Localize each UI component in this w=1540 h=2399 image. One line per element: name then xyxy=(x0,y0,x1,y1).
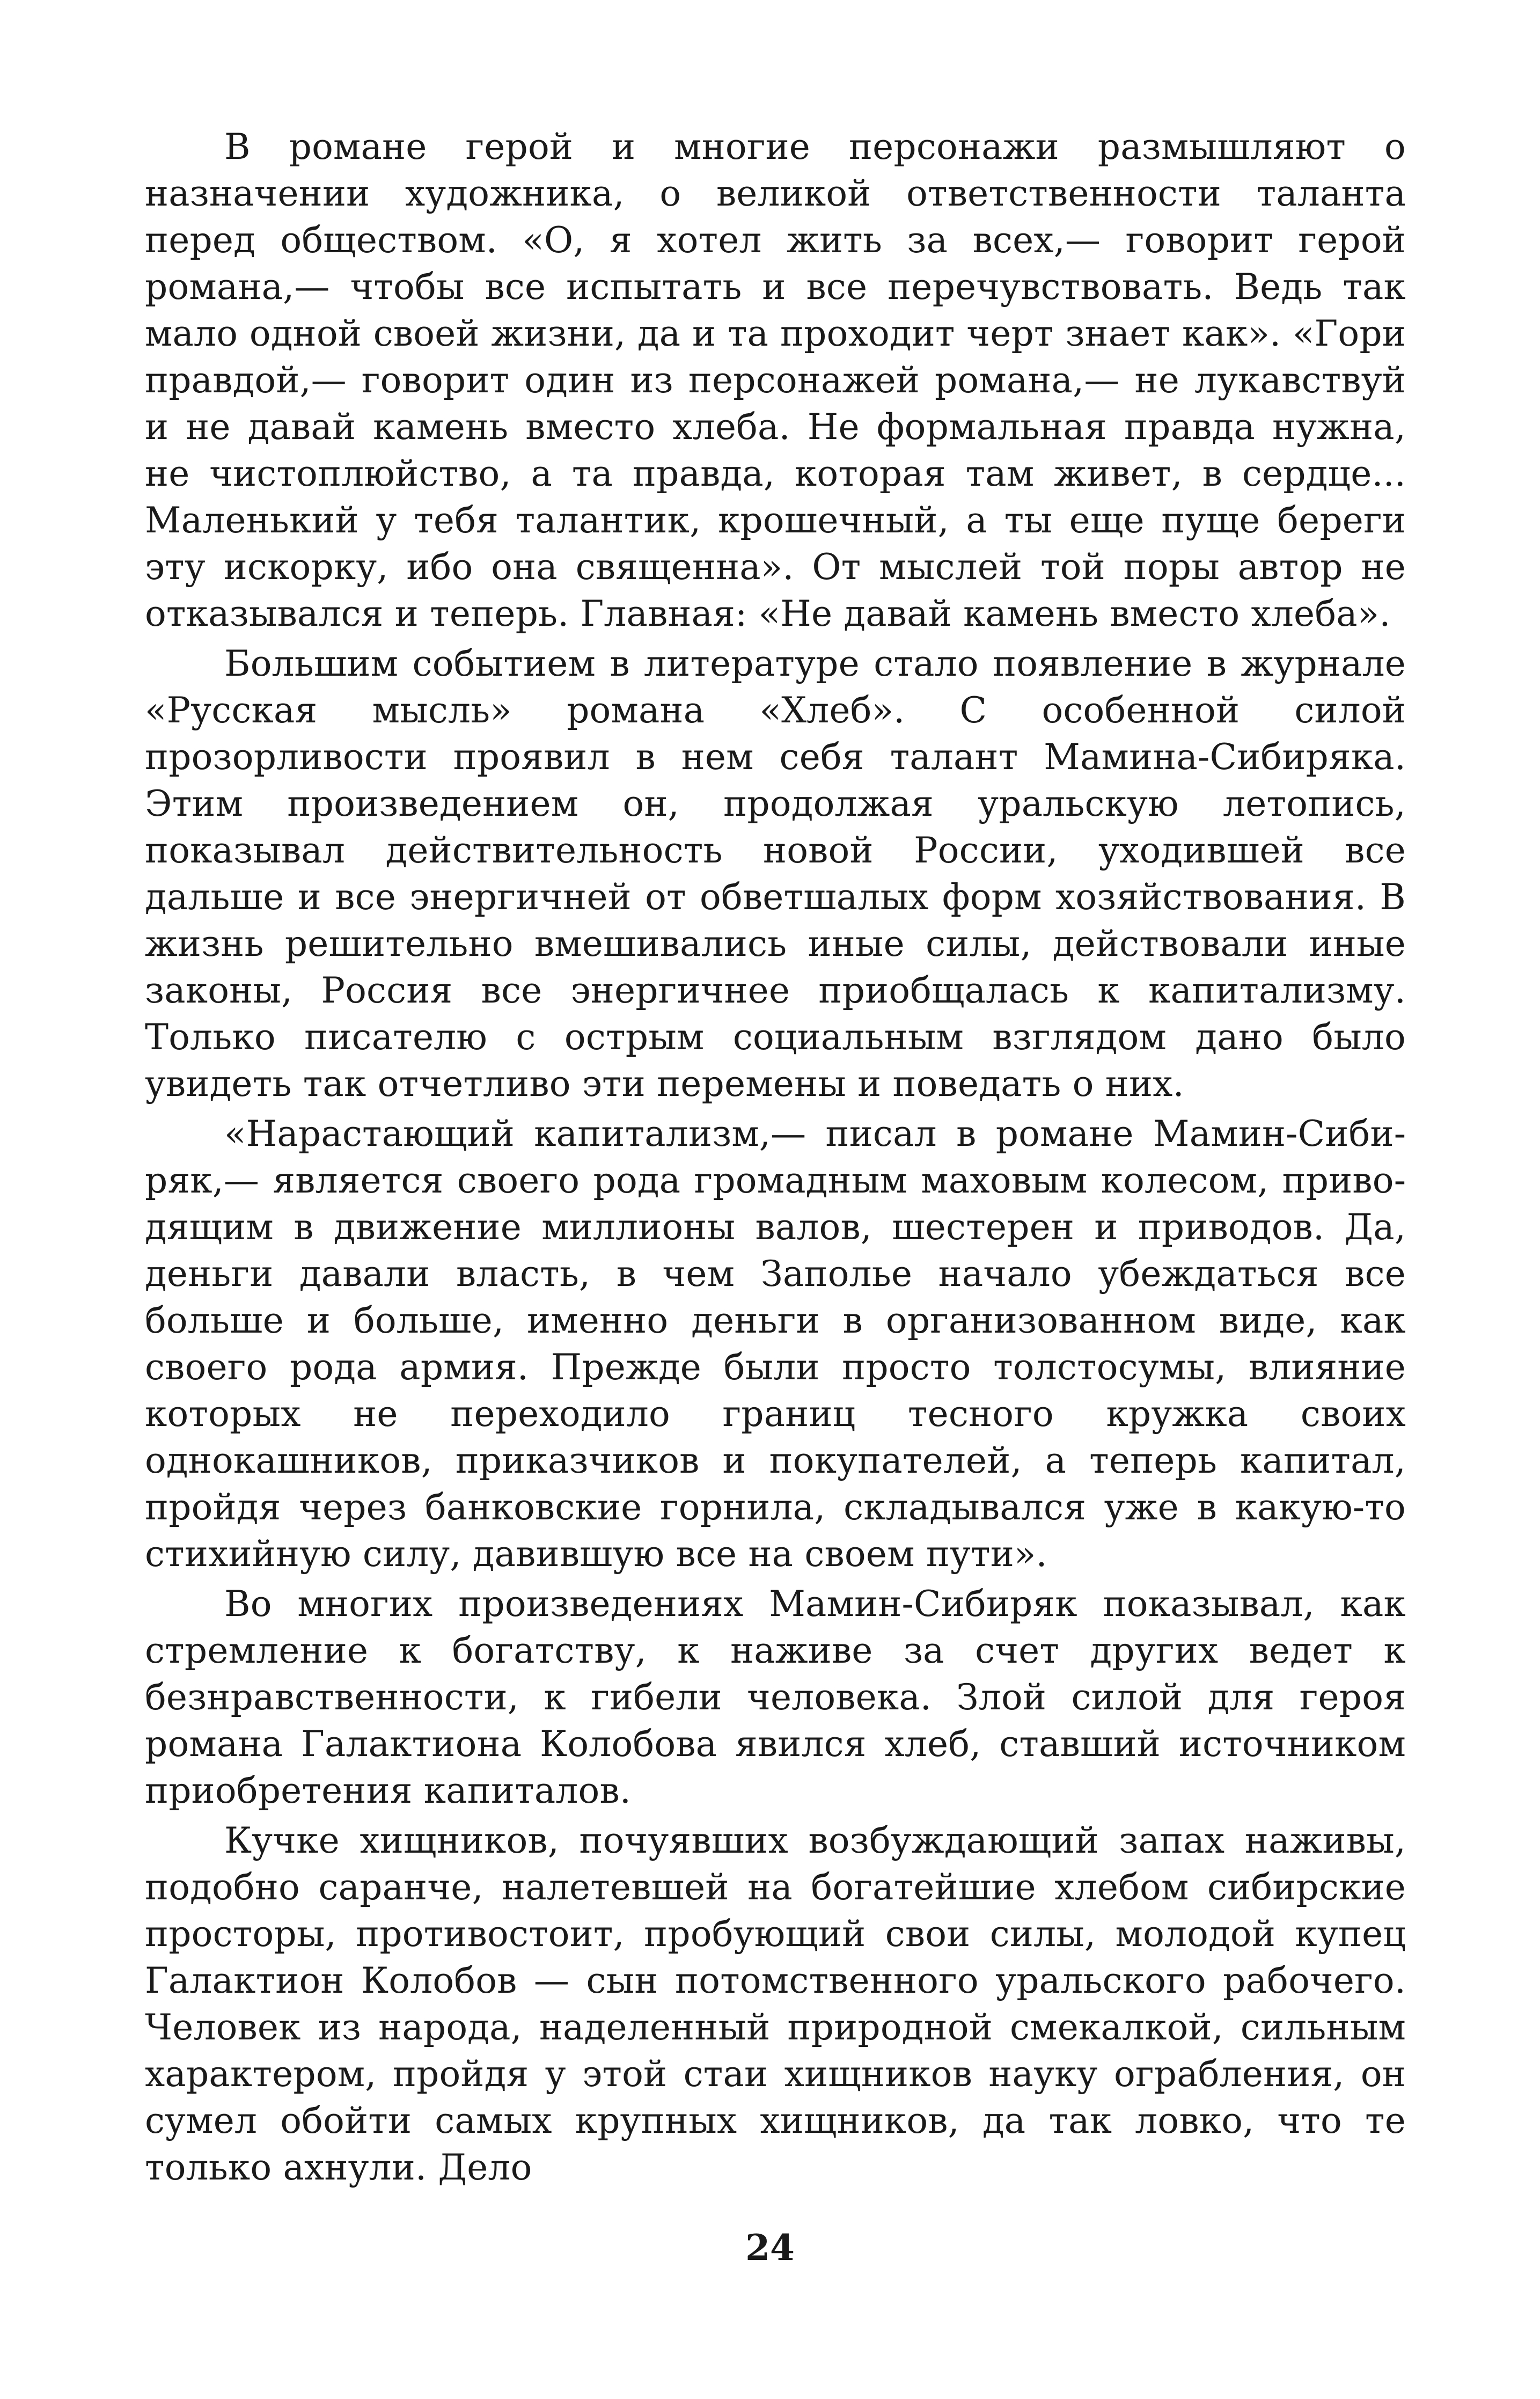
paragraph-5: Кучке хищников, почуявших возбуждающий запах наживы, подобно саранче, налетевшей на богатейшие хлебом сибирские просторы, противостоит, пробующий свои силы, молодой купец Галактион Колобов — сын потомственного уральского рабочего. Человек из народа, наделенный природной смекалкой, сильным характером, пройдя у этой стаи хищников науку ограбления, он сумел обойти самых крупных хищников, да так ловко, что те только ахнули. Дело xyxy=(145,1820,1406,2188)
paragraph-1: В романе герой и многие персонажи размышляют о назначении художника, о великой ответственности таланта перед обществом. «О, я хотел жить за всех,— говорит герой романа,— чтобы все испытать и все перечувствовать. Ведь так мало одной своей жизни, да и та проходит черт знает как». «Гори правдой,— говорит один из персонажей романа,— не лукавствуй и не давай камень вместо хлеба. Не формальная правда нужна, не чистоплюйство, а та правда, которая там живет, в сердце... Маленький у тебя талантик, крошечный, а ты еще пуще береги эту искорку, ибо она священна». От мыслей той поры автор не отказывался и теперь. Главная: «Не давай камень вместо хлеба». xyxy=(145,126,1406,634)
paragraph-2: Большим событием в литературе стало появление в журнале «Русская мысль» романа «Хлеб». С особенной силой прозорливости проявил в нем себя талант Мамина-Сибиряка. Этим произведением он, продолжая уральскую летопись, показывал действительность новой России, уходившей все дальше и все энергичней от обветшалых форм хозяйствования. В жизнь решительно вмешивались иные силы, действовали иные законы, Россия все энергичнее приобщалась к капитализму. Только писателю с острым социальным взглядом дано было увидеть так отчетливо эти перемены и поведать о них. xyxy=(145,643,1406,1105)
paragraph-3: «Нарастающий капитализм,— писал в романе Мамин-Сибиряк,— является своего рода громадным маховым колесом, приводящим в движение миллионы валов, шестерен и приводов. Да, деньги давали власть, в чем Заполье начало убеждаться все больше и больше, именно деньги в организованном виде, как своего рода армия. Прежде были просто толстосумы, влияние которых не переходило границ тесного кружка своих однокашников, приказчиков и покупателей, а теперь капитал, пройдя через банковские горнила, складывался уже в какую-то стихийную силу, давившую все на своем пути». xyxy=(145,1113,1406,1575)
page-body xyxy=(145,123,1406,2191)
paragraph-4: Во многих произведениях Мамин-Сибиряк показывал, как стремление к богатству, к наживе за счет других ведет к безнравственности, к гибели человека. Злой силой для героя романа Галактиона Колобова явился хлеб, ставший источником приобретения капиталов. xyxy=(145,1583,1406,1811)
page-number: 24 xyxy=(745,2227,795,2269)
